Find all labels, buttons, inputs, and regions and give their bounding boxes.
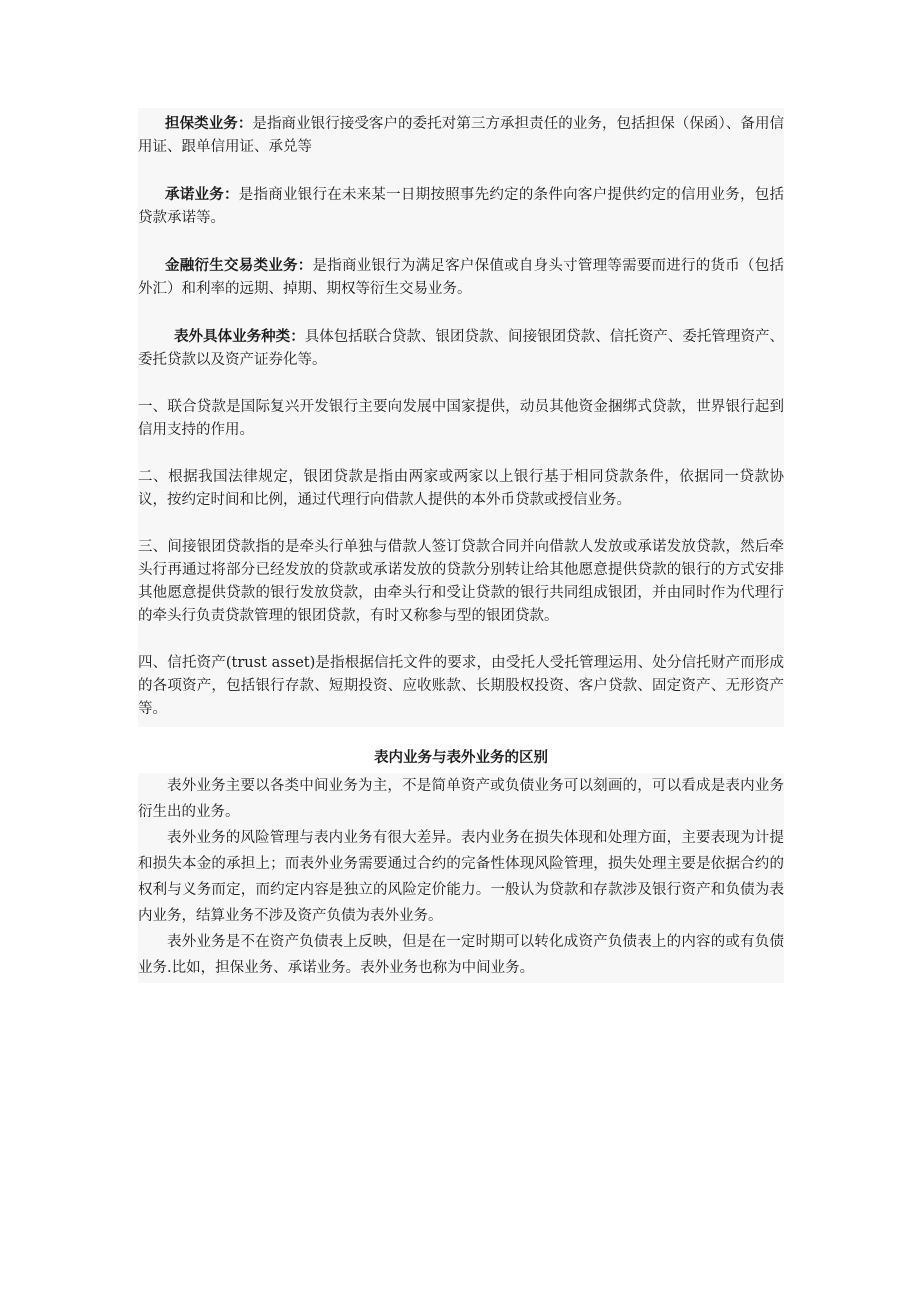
definition-text: 是指商业银行在未来某一日期按照事先约定的条件向客户提供约定的信用业务，包括贷款承诺等。 [138, 187, 785, 226]
definition-term: 金融衍生交易类业务： [165, 257, 313, 274]
definitions-block [138, 108, 784, 727]
numbered-item-1: 一、联合贷款是国际复兴开发银行主要向发展中国家提供，动员其他资金捆绑式贷款，世界银行起到信用支持的作用。 [138, 399, 784, 438]
definition-term: 担保类业务： [165, 115, 253, 132]
definition-text: 具体包括联合贷款、银团贷款、间接银团贷款、信托资产、委托管理资产、委托贷款以及资产证券化等。 [138, 329, 784, 368]
section-paragraph-2: 表外业务的风险管理与表内业务有很大差异。表内业务在损失体现和处理方面，主要表现为计提和损失本金的承担上；而表外业务需要通过合约的完备性体现风险管理，损失处理主要是依据合约的权利与义务而定，而约定内容是独立的风险定价能力。一般认为贷款和存款涉及银行资产和负债为表内业务，结算业务不涉及资产负债为表外业务。 [138, 830, 784, 924]
definition-derivatives [138, 254, 784, 301]
section-title: 表内业务与表外业务的区别 [374, 749, 548, 766]
section-body [138, 773, 784, 983]
definition-text: 是指商业银行为满足客户保值或自身头寸管理等需要而进行的货币（包括外汇）和利率的远期、掉期、期权等衍生交易业务。 [138, 258, 785, 297]
definition-term: 表外具体业务种类： [174, 328, 305, 345]
definition-commitment [138, 183, 784, 230]
numbered-item-3: 三、间接银团贷款指的是牵头行单独与借款人签订贷款合同并向借款人发放或承诺发放贷款，然后牵头行再通过将部分已经发放的贷款或承诺发放的贷款分别转让给其他愿意提供贷款的银行的方式安排其他愿意提供贷款的银行发放贷款，由牵头行和受让贷款的银行共同组成银团，并由同时作为代理行的牵头行负责贷款管理的银团贷款，有时又称参与型的银团贷款。 [138, 539, 784, 624]
section-paragraph-1: 表外业务主要以各类中间业务为主，不是简单资产或负债业务可以刻画的，可以看成是表内业务衍生出的业务。 [138, 778, 784, 820]
definition-off-balance-types [138, 325, 784, 372]
section-paragraph-3: 表外业务是不在资产负债表上反映，但是在一定时期可以转化成资产负债表上的内容的或有负债业务.比如，担保业务、承诺业务。表外业务也称为中间业务。 [138, 934, 784, 976]
numbered-item-2: 二、根据我国法律规定，银团贷款是指由两家或两家以上银行基于相同贷款条件，依据同一贷款协议，按约定时间和比例，通过代理行向借款人提供的本外币贷款或授信业务。 [138, 469, 784, 508]
document-page [138, 108, 784, 983]
definition-term: 承诺业务： [165, 186, 239, 203]
definition-text: 是指商业银行接受客户的委托对第三方承担责任的业务，包括担保（保函）、备用信用证、跟单信用证、承兑等 [138, 116, 785, 155]
definition-guarantee [138, 112, 784, 159]
numbered-item-4: 四、信托资产(trust asset)是指根据信托文件的要求，由受托人受托管理运用、处分信托财产而形成的各项资产，包括银行存款、短期投资、应收账款、长期股权投资、客户贷款、固定资产、无形资产等。 [138, 655, 784, 717]
